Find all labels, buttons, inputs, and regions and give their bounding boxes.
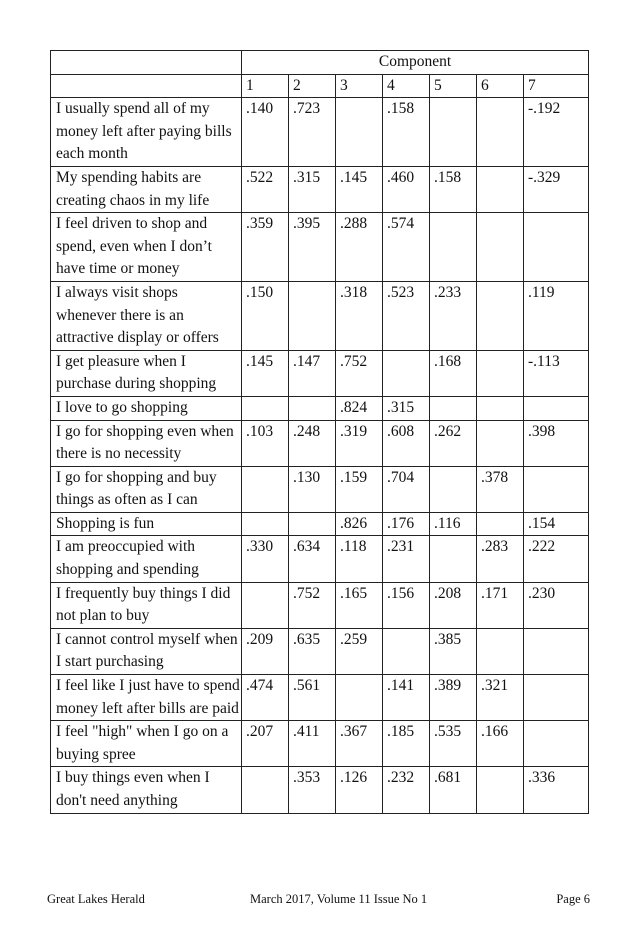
- table-row: [51, 281, 589, 350]
- loading-value: [524, 466, 589, 512]
- loading-value: .723: [289, 98, 336, 167]
- loading-value: .150: [242, 281, 289, 350]
- item-statement: I frequently buy things I did not plan to buy: [51, 582, 242, 628]
- loading-value: .398: [524, 420, 589, 466]
- loading-value: .259: [336, 628, 383, 674]
- item-statement: I am preoccupied with shopping and spending: [51, 536, 242, 582]
- loading-value: .103: [242, 420, 289, 466]
- loading-value: .634: [289, 536, 336, 582]
- table-row: [51, 582, 589, 628]
- loading-value: [477, 281, 524, 350]
- loading-value: [477, 420, 524, 466]
- loading-value: .319: [336, 420, 383, 466]
- loading-value: .233: [430, 281, 477, 350]
- loading-value: .330: [242, 536, 289, 582]
- loading-value: [477, 98, 524, 167]
- loading-value: .166: [477, 721, 524, 767]
- loading-value: .315: [289, 166, 336, 212]
- loading-value: .411: [289, 721, 336, 767]
- loading-value: [477, 213, 524, 282]
- loading-value: [430, 466, 477, 512]
- item-statement: Shopping is fun: [51, 512, 242, 536]
- loading-value: .156: [383, 582, 430, 628]
- loading-value: .353: [289, 767, 336, 813]
- item-statement: I go for shopping and buy things as often as I can: [51, 466, 242, 512]
- loading-value: .681: [430, 767, 477, 813]
- loading-value: .385: [430, 628, 477, 674]
- table-row: [51, 396, 589, 420]
- table-header: [51, 51, 589, 98]
- footer-issue: March 2017, Volume 11 Issue No 1: [250, 892, 428, 906]
- loading-value: .158: [383, 98, 430, 167]
- loading-value: .262: [430, 420, 477, 466]
- loading-value: .704: [383, 466, 430, 512]
- loading-value: .752: [336, 350, 383, 396]
- component-loadings-table: [50, 50, 589, 814]
- loading-value: [524, 396, 589, 420]
- table-row: [51, 466, 589, 512]
- item-statement: I always visit shops whenever there is an attractive display or offers: [51, 281, 242, 350]
- loading-value: [524, 721, 589, 767]
- loading-value: .474: [242, 675, 289, 721]
- component-number: 7: [524, 74, 589, 98]
- loading-value: -.192: [524, 98, 589, 167]
- loading-value: .608: [383, 420, 430, 466]
- loading-value: [430, 396, 477, 420]
- loading-value: .395: [289, 213, 336, 282]
- loading-value: [289, 396, 336, 420]
- loading-value: .232: [383, 767, 430, 813]
- loading-value: .460: [383, 166, 430, 212]
- loading-value: [477, 396, 524, 420]
- loading-value: .635: [289, 628, 336, 674]
- loading-value: .159: [336, 466, 383, 512]
- header-blank-cell: [51, 51, 242, 75]
- item-statement: I go for shopping even when there is no necessity: [51, 420, 242, 466]
- loading-value: .574: [383, 213, 430, 282]
- loading-value: .222: [524, 536, 589, 582]
- component-number: 2: [289, 74, 336, 98]
- loading-value: [336, 675, 383, 721]
- component-number: 6: [477, 74, 524, 98]
- item-statement: I feel driven to shop and spend, even when I don’t have time or money: [51, 213, 242, 282]
- table-row: [51, 350, 589, 396]
- loading-value: .824: [336, 396, 383, 420]
- loading-value: .119: [524, 281, 589, 350]
- loading-value: .145: [336, 166, 383, 212]
- loading-value: [477, 166, 524, 212]
- loading-value: .283: [477, 536, 524, 582]
- loading-value: [430, 213, 477, 282]
- footer-page-number: Page 6: [556, 892, 590, 906]
- table-row: [51, 166, 589, 212]
- loading-value: .171: [477, 582, 524, 628]
- loading-value: .561: [289, 675, 336, 721]
- loading-value: .523: [383, 281, 430, 350]
- loading-value: [289, 512, 336, 536]
- loading-value: .367: [336, 721, 383, 767]
- component-number: 3: [336, 74, 383, 98]
- loading-value: .145: [242, 350, 289, 396]
- loading-value: [242, 466, 289, 512]
- item-statement: I love to go shopping: [51, 396, 242, 420]
- loading-value: [430, 536, 477, 582]
- loading-value: [383, 628, 430, 674]
- loading-value: .378: [477, 466, 524, 512]
- loading-value: .154: [524, 512, 589, 536]
- footer-journal: Great Lakes Herald: [47, 892, 145, 906]
- loading-value: [242, 396, 289, 420]
- loading-value: .389: [430, 675, 477, 721]
- item-statement: I feel like I just have to spend money left after bills are paid: [51, 675, 242, 721]
- loading-value: .141: [383, 675, 430, 721]
- loading-value: .130: [289, 466, 336, 512]
- loading-value: [477, 767, 524, 813]
- table-row: [51, 675, 589, 721]
- component-number: 1: [242, 74, 289, 98]
- table-row: [51, 512, 589, 536]
- loading-value: .826: [336, 512, 383, 536]
- loading-value: .185: [383, 721, 430, 767]
- loading-value: .231: [383, 536, 430, 582]
- loading-value: .288: [336, 213, 383, 282]
- loading-value: .315: [383, 396, 430, 420]
- loading-value: .522: [242, 166, 289, 212]
- loading-value: [524, 675, 589, 721]
- loading-value: [383, 350, 430, 396]
- component-header: Component: [242, 51, 589, 75]
- loading-value: [477, 350, 524, 396]
- loading-value: [477, 512, 524, 536]
- component-number: 5: [430, 74, 477, 98]
- loading-value: .140: [242, 98, 289, 167]
- loading-value: .168: [430, 350, 477, 396]
- loading-value: [242, 767, 289, 813]
- loading-value: .318: [336, 281, 383, 350]
- loading-value: [430, 98, 477, 167]
- table-row: [51, 420, 589, 466]
- loading-value: .752: [289, 582, 336, 628]
- loading-value: [477, 628, 524, 674]
- item-statement: I get pleasure when I purchase during shopping: [51, 350, 242, 396]
- header-row-component: [51, 51, 589, 75]
- loading-value: .176: [383, 512, 430, 536]
- loading-value: .336: [524, 767, 589, 813]
- loading-value: .165: [336, 582, 383, 628]
- loading-value: [336, 98, 383, 167]
- loading-value: .209: [242, 628, 289, 674]
- loading-value: .535: [430, 721, 477, 767]
- table-body: [51, 98, 589, 813]
- loading-value: .116: [430, 512, 477, 536]
- loading-value: -.113: [524, 350, 589, 396]
- loading-value: [289, 281, 336, 350]
- loading-value: .207: [242, 721, 289, 767]
- loading-value: .118: [336, 536, 383, 582]
- component-number: 4: [383, 74, 430, 98]
- loading-value: .230: [524, 582, 589, 628]
- loading-value: .126: [336, 767, 383, 813]
- loading-value: [524, 213, 589, 282]
- loading-value: -.329: [524, 166, 589, 212]
- table-row: [51, 536, 589, 582]
- loading-value: .208: [430, 582, 477, 628]
- header-blank-cell: [51, 74, 242, 98]
- loading-value: .158: [430, 166, 477, 212]
- loading-value: .248: [289, 420, 336, 466]
- item-statement: My spending habits are creating chaos in my life: [51, 166, 242, 212]
- loading-value: [242, 582, 289, 628]
- header-row-numbers: [51, 74, 589, 98]
- loading-value: .321: [477, 675, 524, 721]
- item-statement: I buy things even when I don't need anything: [51, 767, 242, 813]
- loading-value: [242, 512, 289, 536]
- loading-value: [524, 628, 589, 674]
- loading-value: .359: [242, 213, 289, 282]
- loading-value: .147: [289, 350, 336, 396]
- table-row: [51, 98, 589, 167]
- item-statement: I cannot control myself when I start purchasing: [51, 628, 242, 674]
- item-statement: I feel "high" when I go on a buying spree: [51, 721, 242, 767]
- table-row: [51, 628, 589, 674]
- table-row: [51, 721, 589, 767]
- item-statement: I usually spend all of my money left after paying bills each month: [51, 98, 242, 167]
- table-row: [51, 767, 589, 813]
- table-row: [51, 213, 589, 282]
